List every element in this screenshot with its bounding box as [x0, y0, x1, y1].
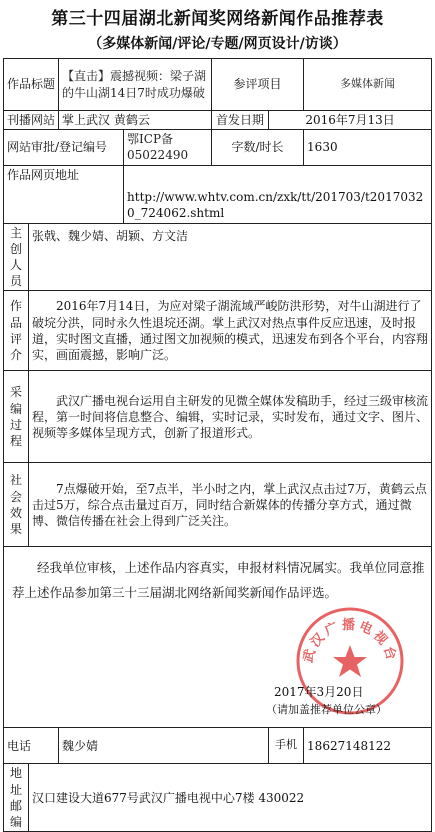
address-value: 汉口建设大道677号武汉广播电视中心7楼 430022 [29, 764, 432, 832]
statement-date: 2017年3月20日 [274, 685, 364, 700]
site-label: 刊播网站 [4, 111, 59, 130]
creators-label: 主创人员 [4, 223, 29, 291]
creators-value: 张戟、魏少婧、胡颖、方文洁 [29, 223, 432, 291]
effect-text: 7点爆破开始，至7点半，半小时之内，掌上武汉点击过7万，黄鹤云点击过5万，综合点击量过百万，同时结合新媒体的传播分享方式，通过微博、微信传播在社会上得到广泛关注。 [29, 463, 432, 547]
url-label: 作品网页地址 [4, 165, 124, 223]
form-subtitle: （多媒体新闻/评论/专题/网页设计/访谈） [88, 36, 347, 52]
process-label: 采编过程 [4, 371, 29, 463]
category-label: 参评项目 [212, 59, 304, 111]
effect-label: 社会效果 [4, 463, 29, 547]
work-title-label: 作品标题 [4, 59, 59, 111]
seal-text: 武汉广播电视台 [300, 618, 400, 665]
first-date-value: 2016年7月13日 [269, 111, 432, 130]
mobile-value: 18627148122 [304, 728, 432, 764]
category-value: 多媒体新闻 [304, 59, 432, 111]
url-value: http://www.whtv.com.cn/zxk/tt/201703/t20170320_724062.shtml [124, 165, 432, 223]
form-title: 第三十四届湖北新闻奖网络新闻作品推荐表 [51, 9, 384, 29]
work-title-value: 【直击】震撼视频：梁子湖的牛山湖14日7时成功爆破 [59, 59, 212, 111]
approval-value: 鄂ICP备05022490 [124, 130, 212, 165]
address-label: 地址邮编 [4, 764, 29, 832]
mobile-label: 手机 [269, 728, 304, 764]
phone-value: 魏少婧 [59, 728, 269, 764]
evaluation-text: 2016年7月14日，为应对梁子湖流域严峻防洪形势，对牛山湖进行了破垸分洪，同时永久性退垸还湖。掌上武汉对热点事件反应迅速，及时报道，实时图文直播，通过图文加视频的模式，迅速发布到各个平台，内容翔实，画面震撼，影响广泛。 [29, 291, 432, 371]
length-label: 字数/时长 [212, 130, 304, 165]
approval-label: 网站审批/登记编号 [4, 130, 124, 165]
evaluation-label: 作品评介 [4, 291, 29, 371]
statement-signature-note: （请加盖推荐单位公章） [266, 703, 387, 717]
site-value: 掌上武汉 黄鹤云 [59, 111, 212, 130]
first-date-label: 首发日期 [212, 111, 269, 130]
recommendation-statement [4, 547, 432, 728]
phone-label: 电话 [4, 728, 59, 764]
official-seal-icon [294, 605, 406, 717]
recommendation-form [3, 58, 432, 832]
process-text: 武汉广播电视台运用自主研发的见微全媒体发稿助手，经过三级审核流程，第一时间将信息整合、编辑，实时记录，实时发布，通过文字、图片、视频等多媒体呈现方式，创新了报道形式。 [29, 371, 432, 463]
length-value: 1630 [304, 130, 432, 165]
statement-text: 经我单位审核，上述作品内容真实，申报材料情况属实。我单位同意推荐上述作品参加第三十三届湖北网络新闻奖新闻作品评选。 [12, 560, 425, 601]
